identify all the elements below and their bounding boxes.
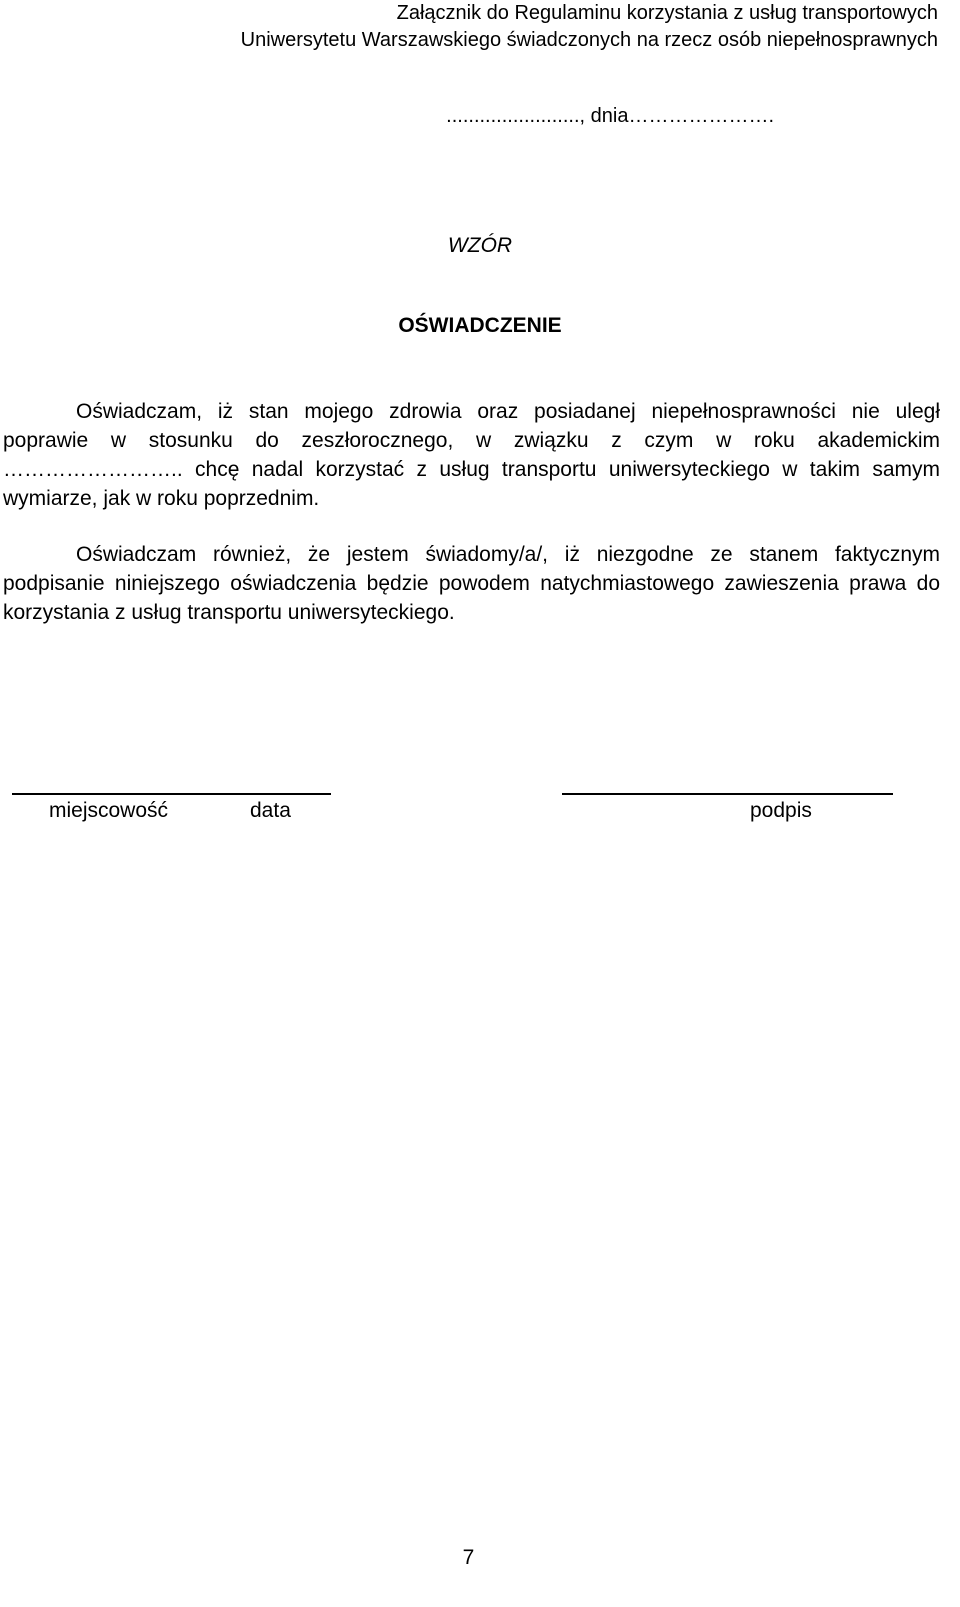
statement-paragraph-1: Oświadczam, iż stan mojego zdrowia oraz posiadanej niepełnosprawności nie uległ poprawie w stosunku do zeszłorocznego, w związku z czym w roku akademickim …………………….. chcę nadal korzystać z usług transportu uniwersyteckiego w takim samym wymiarze, jak w roku poprzednim. [3,400,940,510]
document-title: OŚWIADCZENIE [398,314,562,337]
date-label: data [250,799,291,822]
place-date-signature-line [12,793,331,795]
header-line-2: Uniwersytetu Warszawskiego świadczonych na rzecz osób niepełnosprawnych [240,29,938,51]
attachment-header [241,0,938,54]
signature-label: podpis [750,799,812,822]
page-number: 7 [462,1546,475,1569]
header-line-1: Załącznik do Regulaminu korzystania z usług transportowych [396,2,938,24]
place-date-field: ........................, dnia…………………. [446,105,774,127]
template-label: WZÓR [447,234,513,257]
place-label: miejscowość [49,799,169,822]
statement-paragraph-2: Oświadczam również, że jestem świadomy/a/, iż niezgodne ze stanem faktycznym podpisanie niniejszego oświadczenia będzie powodem natychmiastowego zawieszenia prawa do korzystania z usług transportu uniwersyteckiego. [3,543,940,624]
signature-line [562,793,893,795]
